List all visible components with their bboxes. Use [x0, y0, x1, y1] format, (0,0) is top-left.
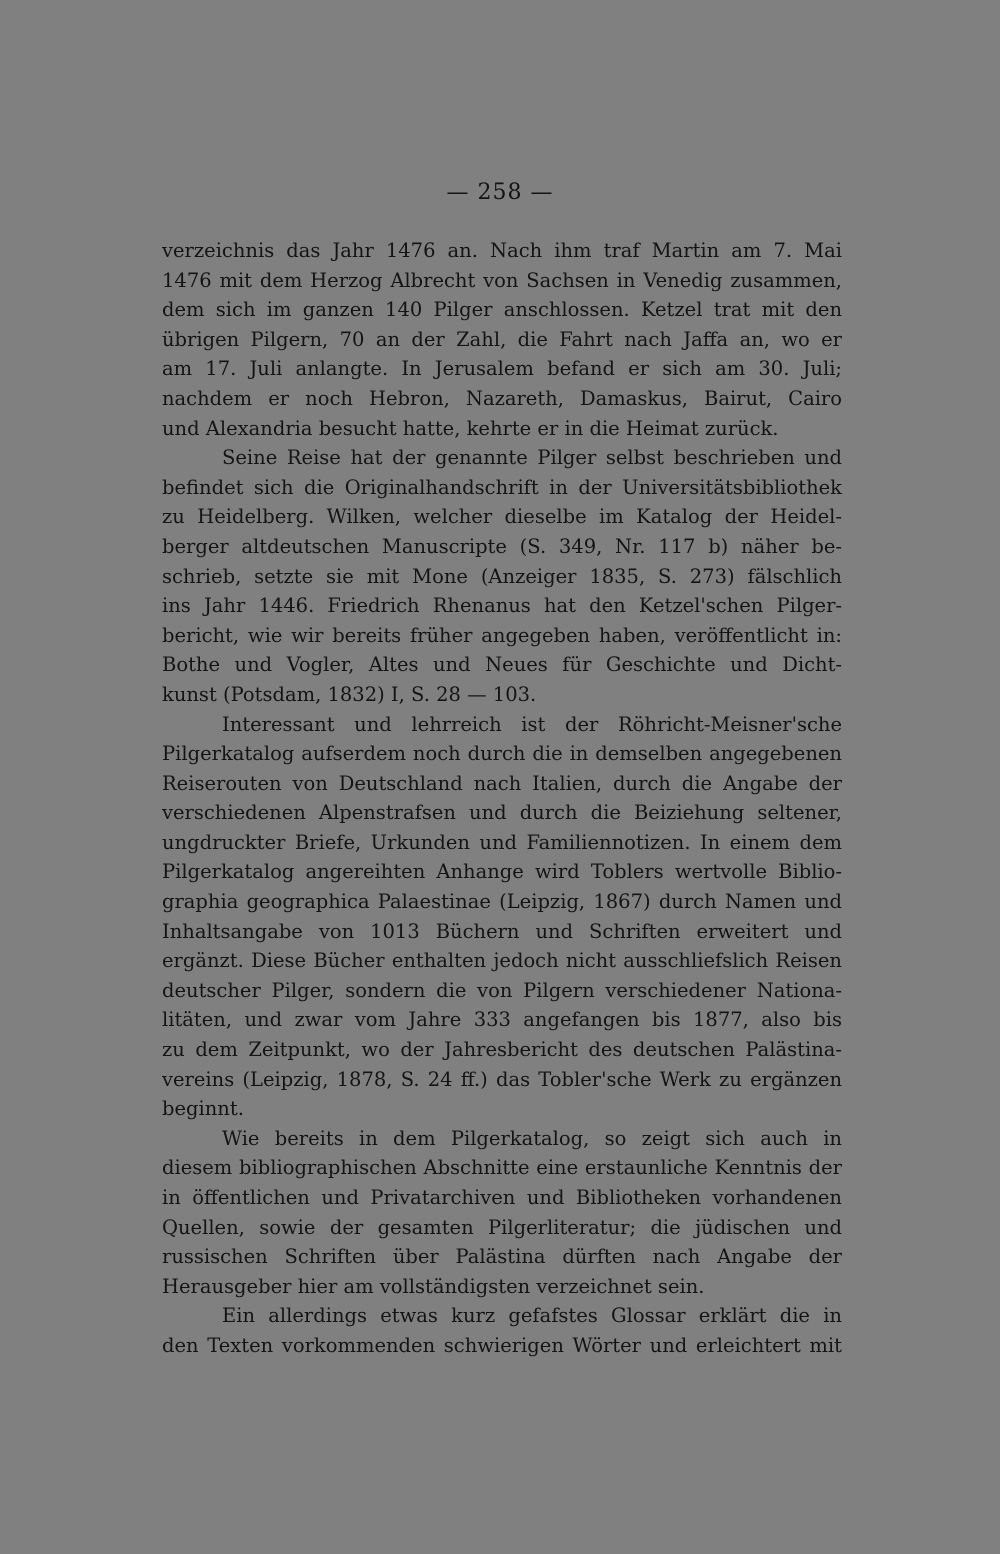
text-line: Inhaltsangabe von 1013 Büchern und Schriften erweitert und	[162, 919, 842, 943]
text-line: Seine Reise hat der genannte Pilger selbst beschrieben und	[222, 446, 842, 470]
text-line: verzeichnis das Jahr 1476 an. Nach ihm traf Martin am 7. Mai	[162, 239, 842, 262]
text-line: in öffentlichen und Privatarchiven und Bibliotheken vorhandenen	[162, 1186, 842, 1209]
text-line: vereins (Leipzig, 1878, S. 24 ff.) das Tobler'sche Werk zu ergänzen	[162, 1067, 842, 1091]
text-line: ergänzt. Diese Bücher enthalten jedoch nicht ausschliefslich Reisen	[162, 949, 842, 973]
body-text	[162, 236, 842, 1361]
text-line: kunst (Potsdam, 1832) I, S. 28 — 103.	[162, 682, 537, 706]
text-line: zu dem Zeitpunkt, wo der Jahresbericht des deutschen Palästina-	[162, 1038, 842, 1062]
text-line: diesem bibliographischen Abschnitte eine erstaunliche Kenntnis der	[162, 1156, 842, 1180]
text-line: russischen Schriften über Palästina dürften nach Angabe der	[162, 1245, 842, 1269]
text-line: litäten, und zwar vom Jahre 333 angefangen bis 1877, also bis	[162, 1008, 842, 1032]
text-line: Ein allerdings etwas kurz gefafstes Glossar erklärt die in	[222, 1304, 842, 1328]
text-line: Interessant und lehrreich ist der Röhricht-Meisner'sche	[222, 712, 842, 736]
text-line: ins Jahr 1446. Friedrich Rhenanus hat den Ketzel'schen Pilger-	[162, 594, 842, 618]
text-line: den Texten vorkommenden schwierigen Wörter und erleichtert mit	[162, 1333, 842, 1357]
text-line: Quellen, sowie der gesamten Pilgerliteratur; die jüdischen und	[162, 1215, 842, 1239]
text-line: am 17. Juli anlangte. In Jerusalem befand er sich am 30. Juli;	[162, 357, 842, 381]
text-line: Bothe und Vogler, Altes und Neues für Geschichte und Dicht-	[162, 653, 842, 677]
text-line: beginnt.	[162, 1097, 244, 1121]
text-line: berger altdeutschen Manuscripte (S. 349, Nr. 117 b) näher be-	[162, 534, 842, 558]
text-line: zu Heidelberg. Wilken, welcher dieselbe im Katalog der Heidel-	[162, 505, 842, 529]
text-line: deutscher Pilger, sondern die von Pilgern verschiedener Nationa-	[162, 978, 842, 1002]
text-line: ungdruckter Briefe, Urkunden und Familiennotizen. In einem dem	[162, 830, 842, 854]
text-line: Herausgeber hier am vollständigsten verzeichnet sein.	[162, 1274, 705, 1298]
text-line: Pilgerkatalog aufserdem noch durch die in demselben angegebenen	[162, 742, 842, 766]
text-line: übrigen Pilgern, 70 an der Zahl, die Fahrt nach Jaffa an, wo er	[162, 327, 842, 351]
text-line: Reiserouten von Deutschland nach Italien, durch die Angabe der	[162, 771, 842, 795]
text-line: verschiedenen Alpenstrafsen und durch die Beiziehung seltener,	[162, 801, 842, 825]
text-line: graphia geographica Palaestinae (Leipzig, 1867) durch Namen und	[162, 890, 842, 914]
text-line: schrieb, setzte sie mit Mone (Anzeiger 1835, S. 273) fälschlich	[162, 564, 842, 588]
page-number: — 258 —	[446, 180, 554, 205]
text-line: Pilgerkatalog angereihten Anhange wird Toblers wertvolle Biblio-	[162, 860, 842, 884]
text-line: dem sich im ganzen 140 Pilger anschlossen. Ketzel trat mit den	[162, 298, 842, 322]
text-line: Wie bereits in dem Pilgerkatalog, so zeigt sich auch in	[222, 1126, 842, 1150]
text-line: bericht, wie wir bereits früher angegeben haben, veröffentlicht in:	[162, 623, 842, 647]
text-line: nachdem er noch Hebron, Nazareth, Damaskus, Bairut, Cairo	[162, 386, 842, 410]
text-line: und Alexandria besucht hatte, kehrte er in die Heimat zurück.	[162, 416, 779, 440]
text-line: 1476 mit dem Herzog Albrecht von Sachsen in Venedig zusammen,	[162, 268, 842, 292]
text-line: befindet sich die Originalhandschrift in der Universitätsbibliothek	[162, 475, 842, 499]
